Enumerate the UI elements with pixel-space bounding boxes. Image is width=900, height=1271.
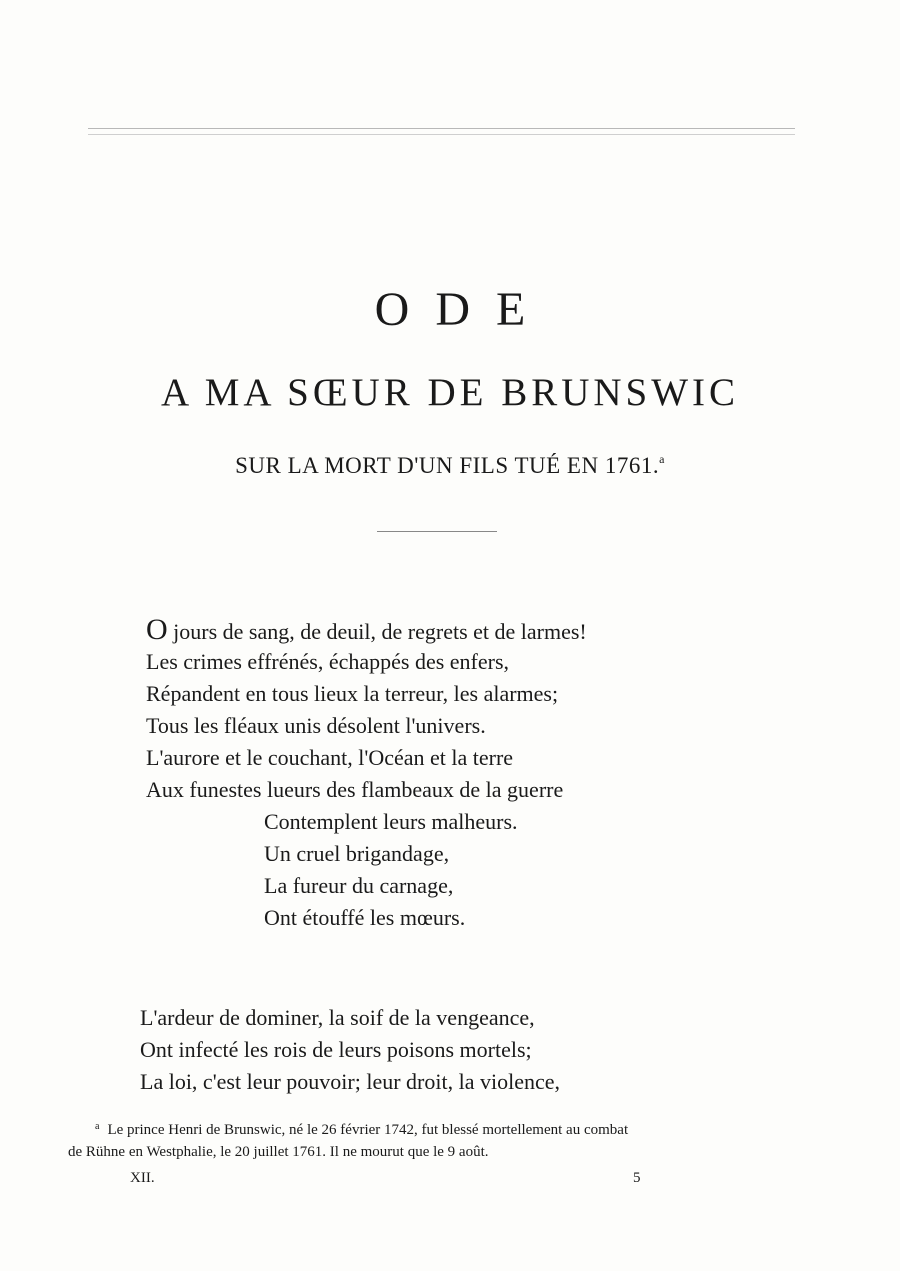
page-subtitle: A MA SŒUR DE BRUNSWIC [160,371,740,414]
verse-line: Ont infecté les rois de leurs poisons mortels; [140,1037,532,1062]
subsubtitle-text: SUR LA MORT D'UN FILS TUÉ EN 1761. [235,453,660,478]
section-divider [377,531,497,532]
verse-line: Répandent en tous lieux la terreur, les alarmes; [146,681,559,706]
verse-line: L'aurore et le couchant, l'Océan et la terre [146,745,514,770]
footnote-text: Le prince Henri de Brunswic, né le 26 février 1742, fut blessé mortellement au combat [107,1122,629,1138]
page-subsubtitle [0,452,900,479]
page-title: ODE [374,283,552,336]
footnote-marker: a [95,1121,100,1132]
verse-line: Les crimes effrénés, échappés des enfers, [146,649,510,674]
verse-line: L'ardeur de dominer, la soif de la vengeance, [140,1005,535,1030]
footnote [68,1116,788,1163]
signature-mark: XII. [130,1170,155,1186]
stanza-2 [140,1002,560,1098]
verse-line: La loi, c'est leur pouvoir; leur droit, la violence, [140,1069,560,1094]
verse-line-indented: Un cruel brigandage, [264,841,450,866]
top-rule [88,128,795,129]
drop-cap: O [146,613,168,646]
verse-line-indented: Contemplent leurs malheurs. [264,809,518,834]
footnote-line-2: de Rühne en Westphalie, le 20 juillet 1761. Il ne mourut que le 9 août. [68,1144,489,1160]
page-number: 5 [633,1170,641,1186]
footnote-marker: a [659,452,665,466]
footnote-line-1 [68,1116,788,1141]
verse-line-text: jours de sang, de deuil, de regrets et de larmes! [167,619,587,644]
verse-line [146,614,587,646]
verse-line-indented: Ont étouffé les mœurs. [264,905,466,930]
top-rule-secondary [88,134,795,135]
verse-line: Tous les fléaux unis désolent l'univers. [146,713,486,738]
stanza-1 [146,614,587,934]
verse-line-indented: La fureur du carnage, [264,873,454,898]
verse-line: Aux funestes lueurs des flambeaux de la guerre [146,777,564,802]
